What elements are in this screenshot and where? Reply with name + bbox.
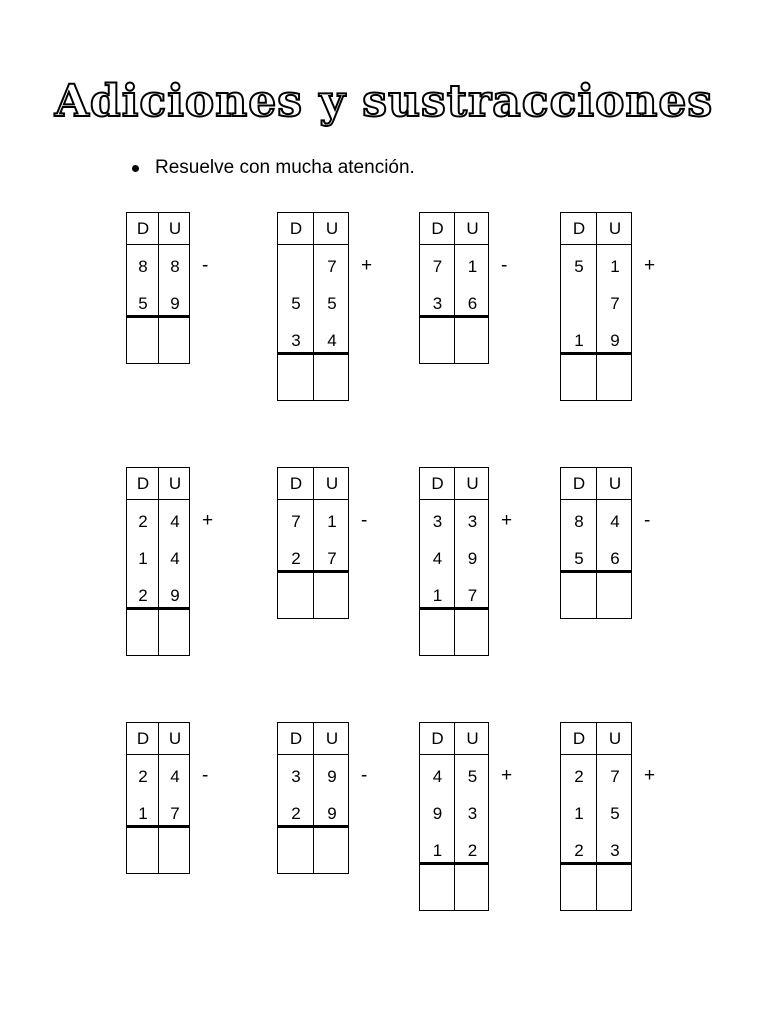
digit-unidades: 9: [170, 294, 180, 313]
digit-decenas: 2: [138, 586, 148, 605]
header-decenas: D: [572, 219, 586, 238]
digit-unidades: 5: [467, 767, 478, 786]
answer-area[interactable]: [127, 318, 189, 363]
header-divider: [278, 244, 348, 245]
answer-area[interactable]: [420, 318, 488, 363]
answer-area[interactable]: [561, 355, 631, 400]
digit-unidades: 3: [467, 804, 478, 823]
digit-unidades: 9: [610, 331, 620, 350]
header-divider: [278, 499, 348, 500]
digit-unidades: 8: [170, 257, 180, 276]
digit-decenas: 4: [432, 767, 443, 786]
exercise-table: [277, 722, 349, 874]
answer-area[interactable]: [420, 610, 488, 655]
digit-decenas: 1: [138, 804, 148, 823]
digit-decenas: 5: [574, 257, 584, 276]
digit-unidades: 3: [467, 512, 478, 531]
digit-unidades: 1: [327, 512, 337, 531]
digit-decenas: 3: [291, 767, 301, 786]
answer-area[interactable]: [278, 355, 348, 400]
digit-decenas: 2: [291, 804, 301, 823]
answer-area[interactable]: [420, 865, 488, 910]
exercise-table: [560, 212, 632, 401]
header-divider: [127, 244, 189, 245]
digit-decenas: 5: [574, 549, 584, 568]
digit-decenas: 8: [574, 512, 584, 531]
header-decenas: D: [136, 729, 150, 748]
header-divider: [561, 499, 631, 500]
digit-decenas: 2: [138, 512, 148, 531]
digit-decenas: 3: [432, 294, 443, 313]
header-unidades: U: [168, 729, 182, 748]
exercise-table: [126, 467, 190, 656]
digit-decenas: 1: [432, 586, 443, 605]
digit-decenas: 1: [432, 841, 443, 860]
answer-area[interactable]: [278, 828, 348, 873]
header-unidades: U: [466, 729, 479, 748]
operation-sign: -: [361, 510, 368, 531]
digit-decenas: 5: [138, 294, 148, 313]
answer-area[interactable]: [127, 828, 189, 873]
header-decenas: D: [136, 474, 150, 493]
digit-unidades: 3: [610, 841, 620, 860]
operation-sign: +: [361, 255, 373, 276]
digit-unidades: 4: [170, 767, 180, 786]
operation-sign: +: [202, 510, 214, 531]
digit-decenas: 2: [138, 767, 148, 786]
header-divider: [561, 754, 631, 755]
instruction: [132, 157, 415, 179]
digit-decenas: 1: [574, 331, 584, 350]
header-unidades: U: [325, 474, 339, 493]
digit-decenas: 7: [432, 257, 443, 276]
header-divider: [127, 499, 189, 500]
answer-area[interactable]: [127, 610, 189, 655]
header-unidades: U: [325, 729, 339, 748]
operation-sign: -: [644, 510, 651, 531]
digit-decenas: 2: [574, 841, 584, 860]
digit-unidades: 7: [610, 294, 620, 313]
digit-unidades: 9: [170, 586, 180, 605]
digit-decenas: 9: [432, 804, 443, 823]
digit-unidades: 4: [327, 331, 337, 350]
header-decenas: D: [136, 219, 150, 238]
operation-sign: +: [501, 510, 513, 531]
digit-unidades: 7: [467, 586, 478, 605]
exercise-table: [277, 467, 349, 619]
digit-unidades: 9: [467, 549, 478, 568]
digit-unidades: 7: [170, 804, 180, 823]
header-unidades: U: [168, 219, 182, 238]
header-decenas: D: [431, 474, 444, 493]
digit-unidades: 7: [610, 767, 620, 786]
digit-decenas: 2: [291, 549, 301, 568]
operation-sign: -: [501, 255, 508, 276]
answer-area[interactable]: [561, 573, 631, 618]
digit-unidades: 7: [327, 257, 337, 276]
digit-unidades: 9: [327, 804, 337, 823]
header-decenas: D: [289, 474, 303, 493]
digit-unidades: 1: [467, 257, 478, 276]
digit-unidades: 5: [610, 804, 620, 823]
header-decenas: D: [572, 474, 586, 493]
bullet-icon: [132, 165, 139, 172]
header-divider: [420, 499, 488, 500]
digit-unidades: 9: [327, 767, 337, 786]
exercise-table: [560, 722, 632, 911]
digit-unidades: 4: [610, 512, 620, 531]
digit-unidades: 1: [610, 257, 620, 276]
digit-decenas: 1: [138, 549, 148, 568]
header-unidades: U: [325, 219, 339, 238]
header-unidades: U: [466, 474, 479, 493]
exercise-table: [419, 467, 489, 656]
instruction-text: Resuelve con mucha atención.: [155, 157, 415, 178]
exercise-table: [277, 212, 349, 401]
answer-area[interactable]: [278, 573, 348, 618]
header-unidades: U: [466, 219, 479, 238]
header-unidades: U: [168, 474, 182, 493]
digit-unidades: 4: [170, 512, 180, 531]
answer-area[interactable]: [561, 865, 631, 910]
digit-unidades: 4: [170, 549, 180, 568]
operation-sign: +: [644, 255, 656, 276]
header-unidades: U: [608, 219, 622, 238]
digit-unidades: 7: [327, 549, 337, 568]
header-unidades: U: [608, 474, 622, 493]
header-decenas: D: [289, 219, 303, 238]
digit-decenas: 5: [291, 294, 301, 313]
digit-decenas: 1: [574, 804, 584, 823]
header-divider: [420, 754, 488, 755]
page-title: Adiciones y sustracciones: [54, 76, 714, 127]
exercise-table: [560, 467, 632, 619]
digit-decenas: 8: [138, 257, 148, 276]
digit-decenas: 4: [432, 549, 443, 568]
header-unidades: U: [608, 729, 622, 748]
header-divider: [127, 754, 189, 755]
header-decenas: D: [289, 729, 303, 748]
exercise-table: [419, 722, 489, 911]
exercise-table: [419, 212, 489, 364]
header-decenas: D: [431, 219, 444, 238]
digit-unidades: 2: [467, 841, 478, 860]
operation-sign: -: [202, 765, 209, 786]
exercise-table: [126, 722, 190, 874]
digit-decenas: 2: [574, 767, 584, 786]
header-divider: [420, 244, 488, 245]
digit-unidades: 6: [610, 549, 620, 568]
digit-decenas: 3: [432, 512, 443, 531]
header-decenas: D: [431, 729, 444, 748]
digit-unidades: 5: [327, 294, 337, 313]
operation-sign: -: [202, 255, 209, 276]
digit-decenas: 3: [291, 331, 301, 350]
operation-sign: -: [361, 765, 368, 786]
exercise-table: [126, 212, 190, 364]
header-decenas: D: [572, 729, 586, 748]
header-divider: [278, 754, 348, 755]
operation-sign: +: [644, 765, 656, 786]
digit-decenas: 7: [291, 512, 301, 531]
digit-unidades: 6: [467, 294, 478, 313]
operation-sign: +: [501, 765, 513, 786]
header-divider: [561, 244, 631, 245]
